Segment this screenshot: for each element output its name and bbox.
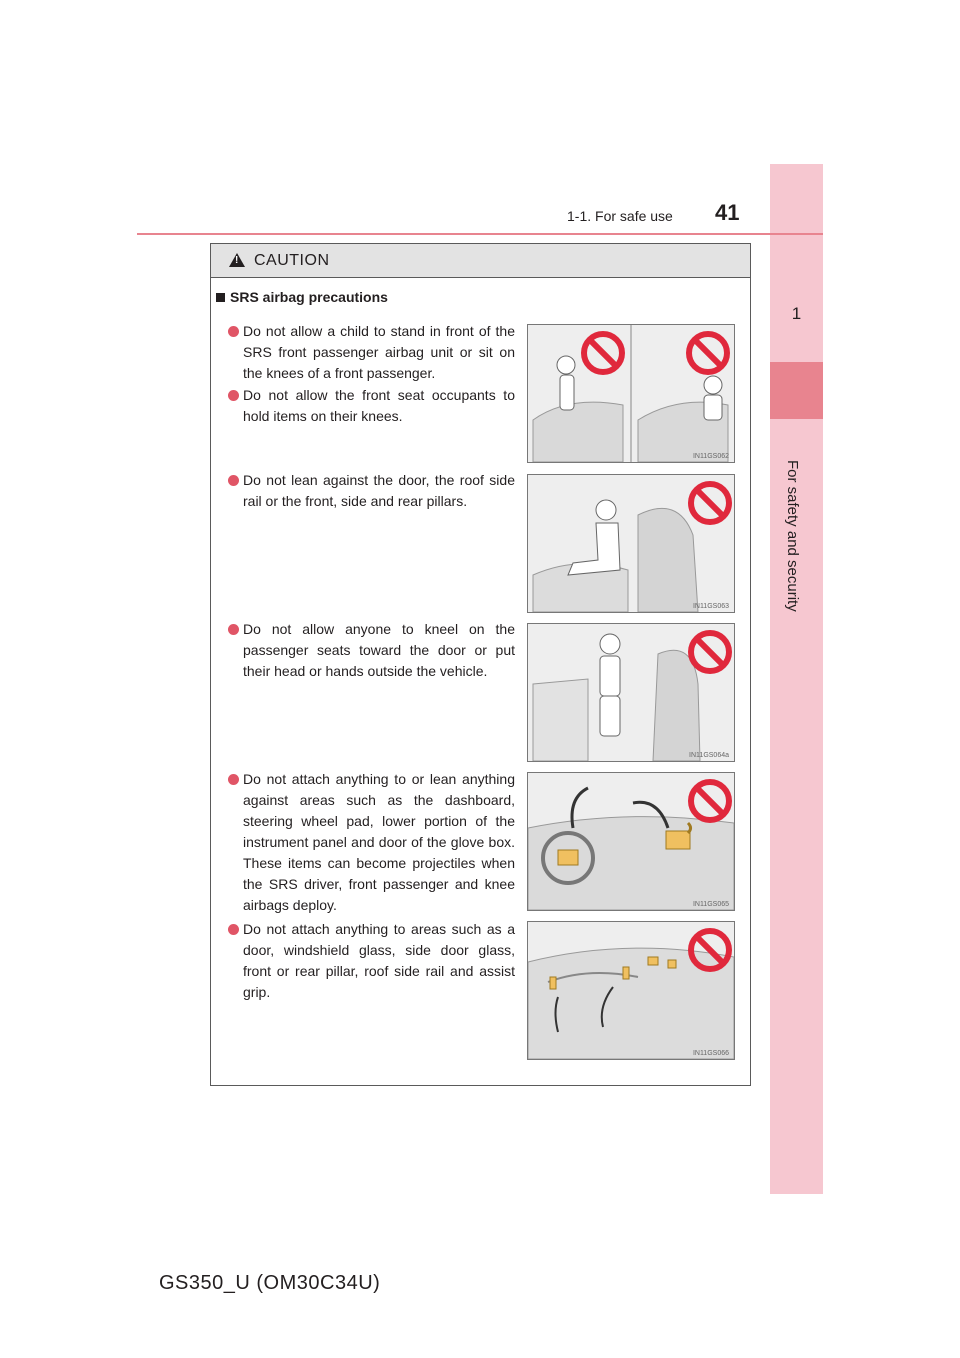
bullet-item: Do not lean against the door, the roof side rail or the front, side and rear pillars.	[228, 470, 515, 512]
chapter-number: 1	[791, 304, 802, 323]
warning-triangle-icon	[229, 253, 245, 267]
bullet-item: Do not allow the front seat occupants to hold items on their knees.	[228, 385, 515, 427]
car-interior-illustration	[528, 773, 734, 910]
illustration-dashboard	[527, 772, 735, 911]
car-interior-illustration	[528, 922, 734, 1059]
page-number: 41	[715, 200, 740, 225]
figure-code: IN11GS066	[692, 1050, 729, 1057]
caution-header	[211, 244, 750, 278]
chapter-label: For safety and security	[784, 460, 801, 612]
figure-code: IN11GS063	[692, 603, 729, 610]
bullet-dot-icon	[228, 326, 239, 337]
bullet-dot-icon	[228, 924, 239, 935]
car-interior-illustration	[528, 325, 734, 462]
subheading: SRS airbag precautions	[216, 289, 388, 305]
header-rule	[137, 233, 823, 235]
caution-title: CAUTION	[254, 252, 330, 269]
bullet-dot-icon	[228, 624, 239, 635]
section-title: 1-1. For safe use	[567, 208, 673, 224]
illustration-lean-door	[527, 474, 735, 613]
bullet-item: Do not allow a child to stand in front of the SRS front passenger airbag unit or sit on the knees of a front passenger.	[228, 321, 515, 384]
figure-code: IN11GS064a	[689, 752, 729, 759]
square-bullet-icon	[216, 293, 225, 302]
bullet-item: Do not attach anything to areas such as a door, windshield glass, side door glass, front or rear pillar, roof side rail and assist grip.	[228, 919, 515, 1003]
illustration-kneel-seat	[527, 623, 735, 762]
bullet-dot-icon	[228, 475, 239, 486]
illustration-child-airbag	[527, 324, 735, 463]
model-code: GS350_U (OM30C34U)	[159, 1272, 381, 1294]
chapter-tab-marker	[770, 362, 823, 419]
caution-box	[210, 243, 751, 1086]
bullet-dot-icon	[228, 774, 239, 785]
car-interior-illustration	[528, 475, 734, 612]
bullet-item: Do not attach anything to or lean anything against areas such as the dashboard, steering wheel pad, lower portion of the instrument panel and door of the glove box. These items can become projectiles when the SRS driver, front passenger and knee airbags deploy.	[228, 769, 515, 916]
illustration-attach-items	[527, 921, 735, 1060]
bullet-item: Do not allow anyone to kneel on the passenger seats toward the door or put their head or hands outside the vehicle.	[228, 619, 515, 682]
car-interior-illustration	[528, 624, 734, 761]
figure-code: IN11GS062	[692, 453, 729, 460]
bullet-dot-icon	[228, 390, 239, 401]
figure-code: IN11GS065	[692, 901, 729, 908]
